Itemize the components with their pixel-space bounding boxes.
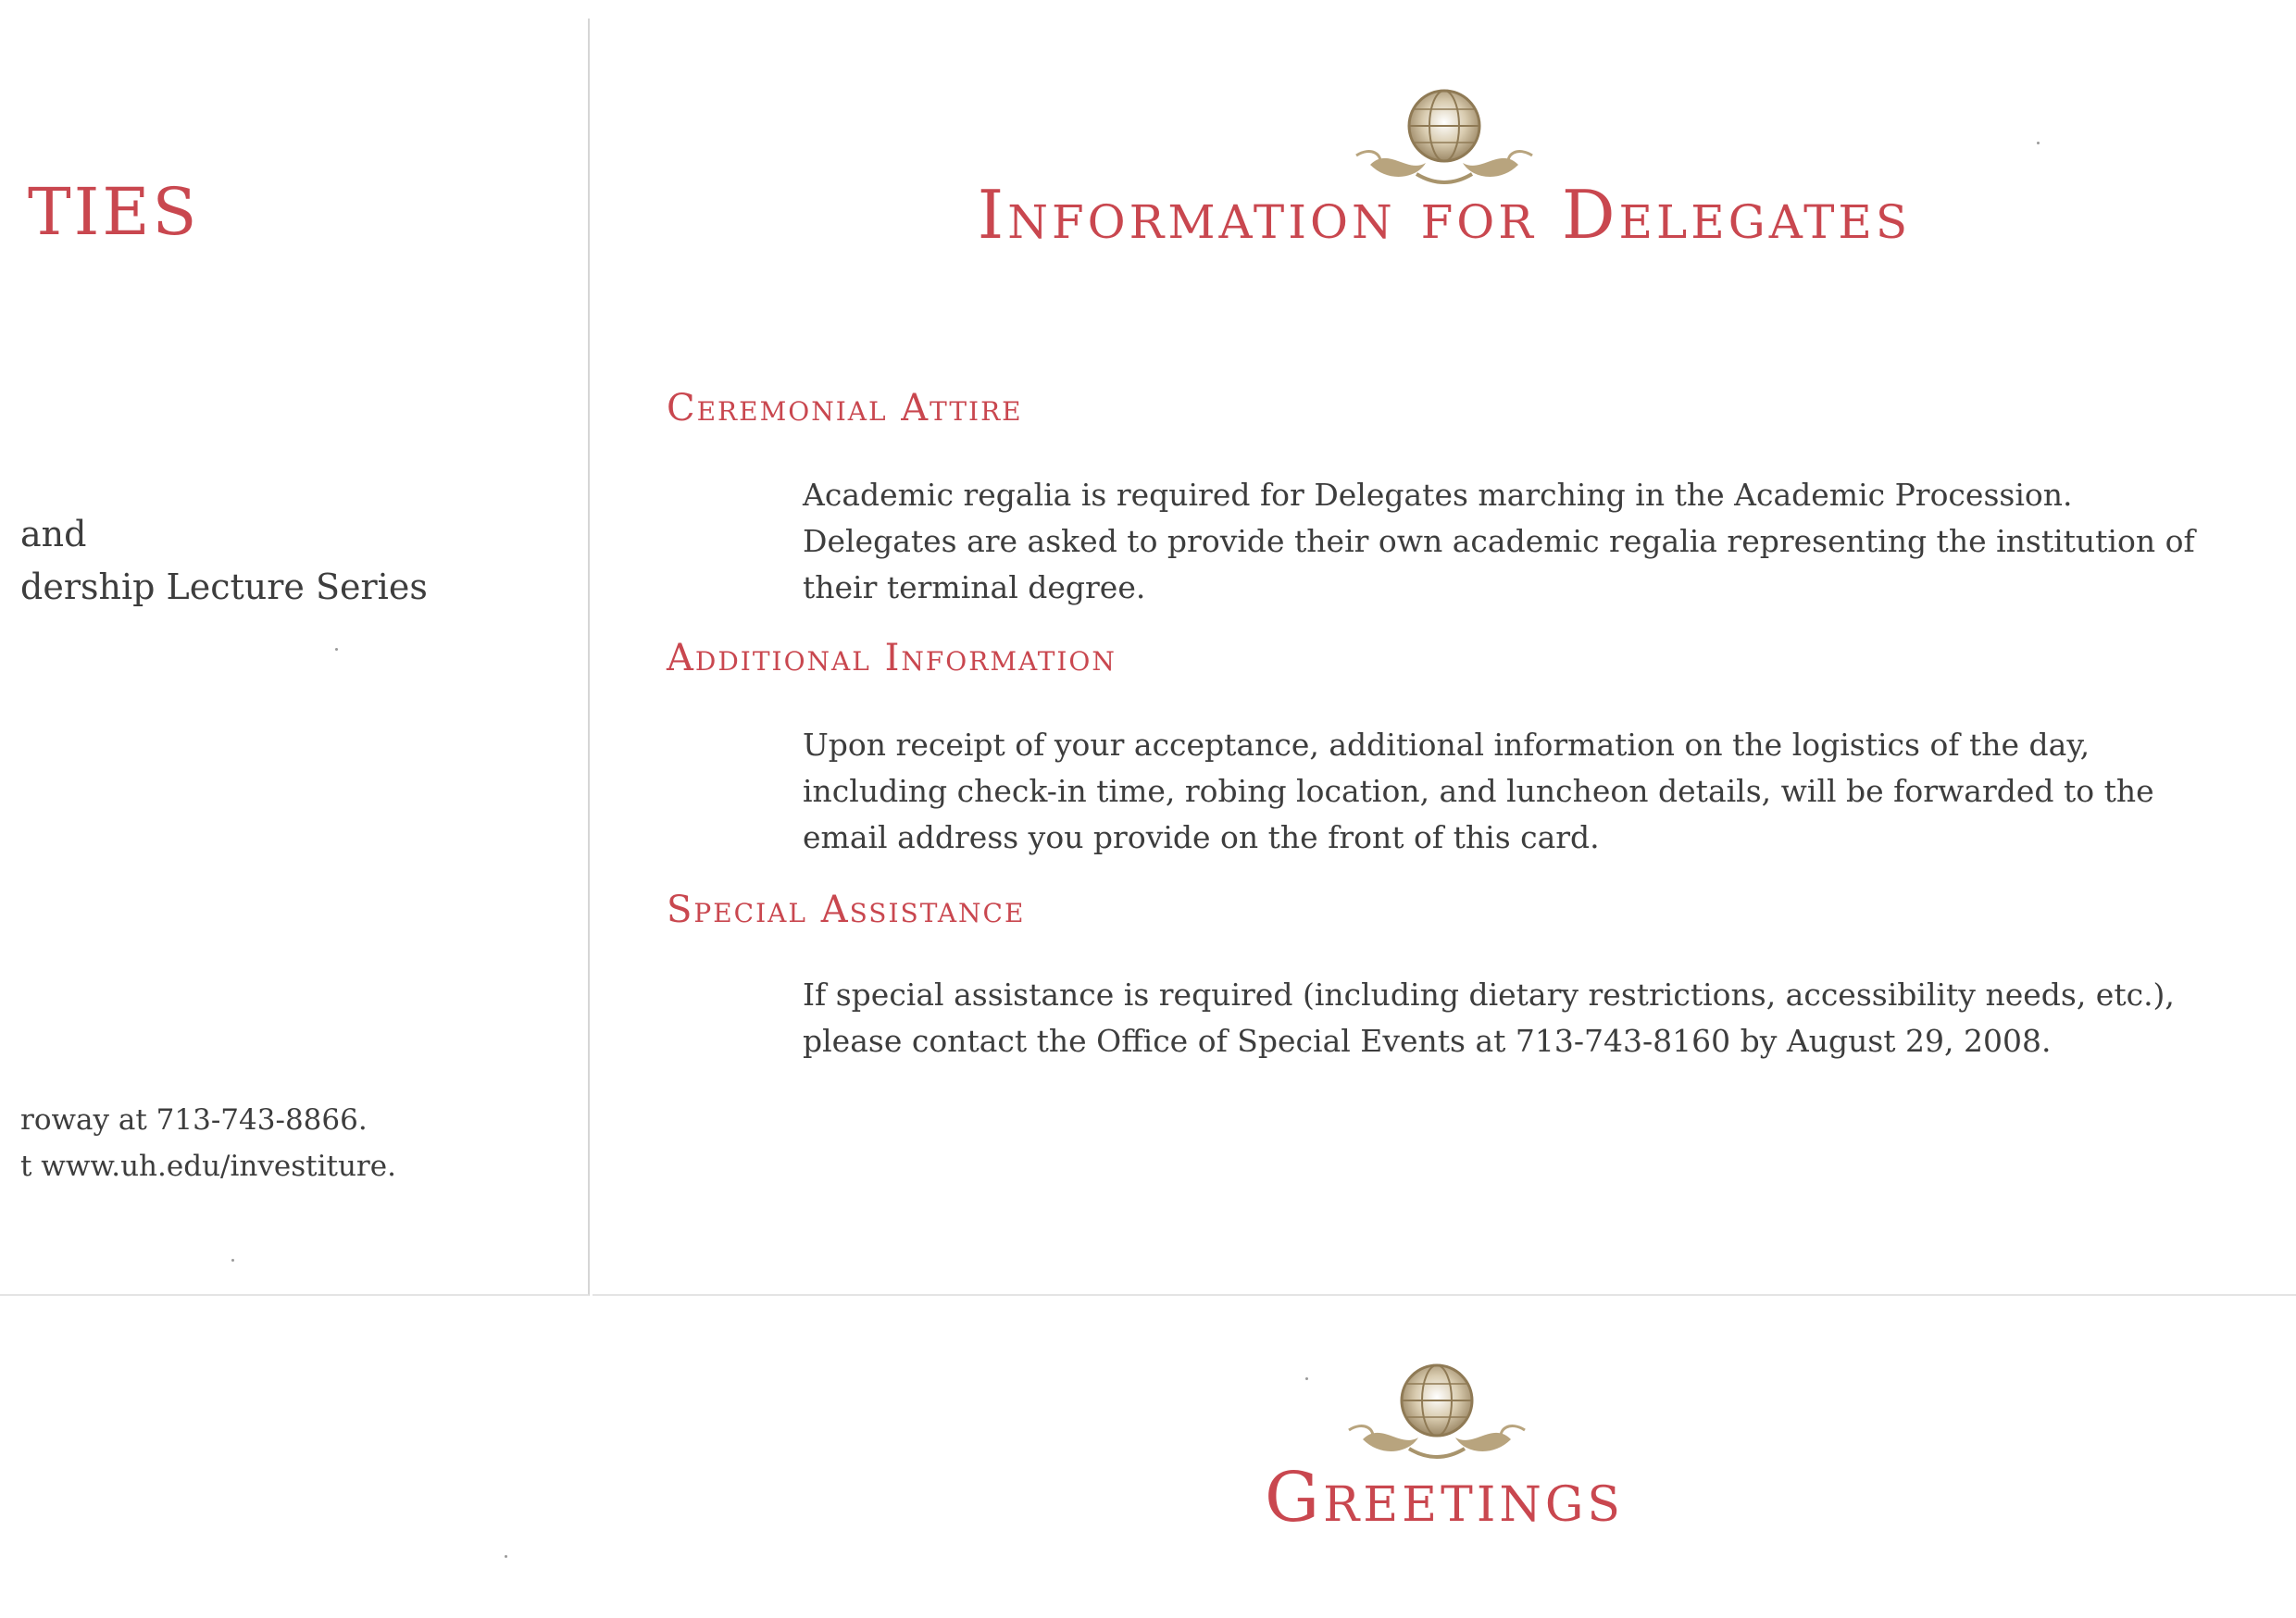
left-card-line-1: and — [20, 514, 87, 554]
scan-speck — [231, 1259, 234, 1262]
section-body-ceremonial-attire: Academic regalia is required for Delegates marching in the Academic Procession. Delegates are asked to provide their own academic regalia representing the institution of their terminal degree. — [803, 477, 2195, 605]
page-title: Information for Delegates — [977, 176, 1912, 254]
section-heading-special-assistance: Special Assistance — [667, 889, 1026, 931]
section-body-additional-information: Upon receipt of your acceptance, additional information on the logistics of the day, including check-in time, robing location, and luncheon details, will be forwarded to the email address you provide on the front of this card. — [803, 727, 2154, 855]
globe-crest-icon — [1344, 1356, 1529, 1467]
scan-speck — [2037, 142, 2040, 144]
greetings-title: Greetings — [1264, 1458, 1625, 1537]
left-card-title: TIES — [28, 174, 200, 250]
left-card-line-2: dership Lecture Series — [20, 566, 428, 607]
scan-speck — [335, 648, 338, 651]
section-heading-ceremonial-attire: Ceremonial Attire — [667, 387, 1023, 429]
left-card — [0, 19, 590, 1296]
scan-speck — [1305, 1377, 1308, 1380]
left-card-contact: roway at 713-743-8866. — [20, 1103, 368, 1137]
delegates-card — [593, 19, 2296, 1296]
section-body-special-assistance: If special assistance is required (including dietary restrictions, accessibility needs, etc.), please contact the Office of Special Events at 713-743-8160 by August 29, 2008. — [803, 977, 2175, 1059]
scan-speck — [505, 1555, 507, 1558]
section-heading-additional-information: Additional Information — [667, 637, 1117, 679]
left-card-web: t www.uh.edu/investiture. — [20, 1150, 396, 1183]
